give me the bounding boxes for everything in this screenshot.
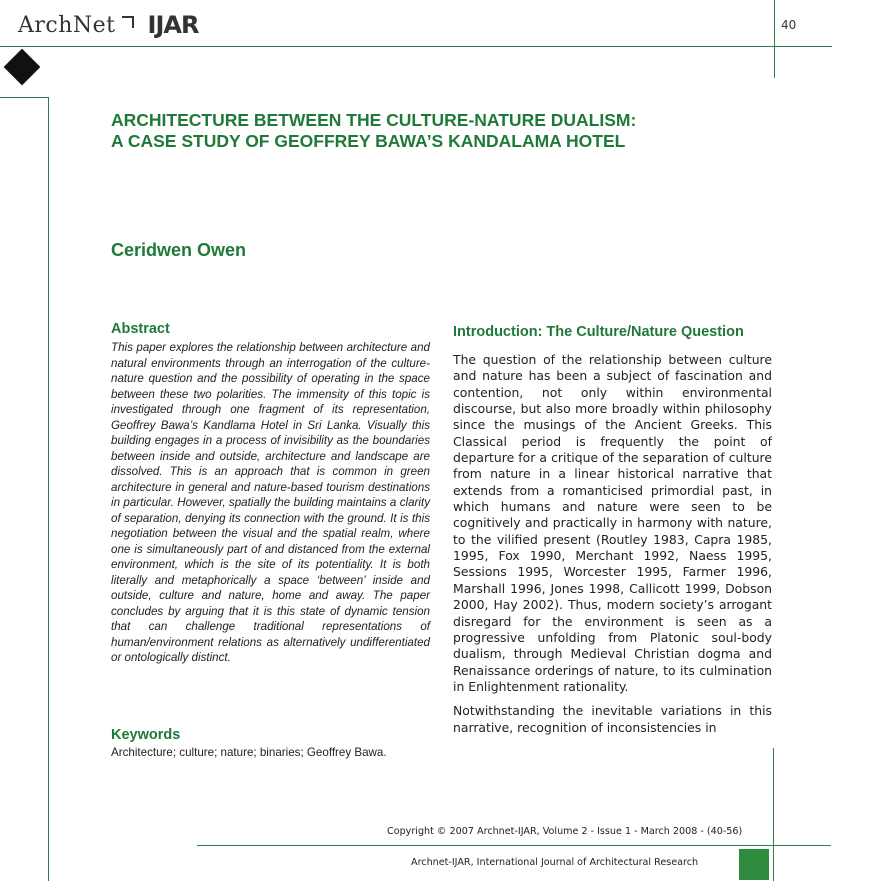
right-top-rule [774, 0, 775, 78]
footer-green-block [739, 849, 769, 880]
article-title-line-2: A CASE STUDY OF GEOFFREY BAWA’S KANDALAMA HOTEL [111, 131, 626, 151]
introduction-paragraph-2: Notwithstanding the inevitable variations in this narrative, recognition of inconsistencies in [453, 703, 772, 735]
keywords-heading: Keywords [111, 727, 181, 743]
left-margin-rule-v [48, 97, 49, 881]
abstract-text: This paper explores the relationship between architecture and natural environments through an interrogation of the culture-nature question and the possibility of operating in the space between these two polarities. The immensity of this topic is investigated through one fragment of its representation, Geoffrey Bawa’s Kandlama Hotel in Sri Lanka. Visually this building engages in a process of invisibility as the boundaries between inside and outside, architecture and landscape are dissolved. This is an approach that is common in green architecture in general and nature-based tourism destinations in particular. However, spatially the building maintains a clarity of separation, denying its connection with the ground. It is this negotiation between the visual and the spatial realm, where one is simultaneously part of and distanced from the external environment, which is the site of its potentiality. It is both literally and metaphorically a space ‘between’ inside and outside, culture and nature, home and away. The paper concludes by arguing that it is this state of dynamic tension that can challenge traditional representations of human/environment relations as alternatively undifferentiated or ontologically distinct. [111, 341, 430, 664]
copyright-line: Copyright © 2007 Archnet-IJAR, Volume 2 - Issue 1 - March 2008 - (40-56) [387, 826, 743, 837]
header-rule [0, 46, 832, 47]
journal-name: Archnet-IJAR, International Journal of Architectural Research [411, 857, 699, 868]
author-name: Ceridwen Owen [111, 240, 247, 260]
introduction-body [453, 352, 772, 744]
journal-logo [18, 10, 198, 40]
left-margin-rule-h [0, 97, 49, 98]
page-number: 40 [781, 18, 797, 32]
introduction-heading: Introduction: The Culture/Nature Question [453, 324, 744, 340]
right-column-rule [773, 748, 774, 881]
keywords-text: Architecture; culture; nature; binaries; Geoffrey Bawa. [111, 746, 387, 759]
ijar-logo-text: IJAR [147, 11, 199, 39]
corner-bracket-icon [122, 16, 134, 28]
archnet-logo-text: ArchNet [18, 12, 116, 38]
introduction-paragraph-1: The question of the relationship between culture and nature has been a subject of fascination and contention, not only within environmental discourse, but also more broadly within philosophy since the musings of the Ancient Greeks. This Classical period is frequently the point of departure for a critique of the separation of culture from nature in a linear historical narrative that extends from a romanticised primordial past, in which humans and nature were seen to be cognitively and practically in harmony with nature, to the vilified present (Routley 1983, Capra 1985, 1995, Fox 1990, Merchant 1992, Naess 1995, Sessions 1995, Worcester 1995, Farmer 1996, Marshall 1996, Jones 1998, Callicott 1999, Dobson 2000, Hay 2002). Thus, modern society’s arrogant disregard for the environment is seen as a progressive unfolding from Platonic soul-body dualism, through Medieval Christian dogma and Renaissance orderings of nature, to its culmination in Enlightenment rationality. [453, 352, 772, 694]
article-title-line-1: ARCHITECTURE BETWEEN THE CULTURE-NATURE DUALISM: [111, 110, 637, 130]
footer-rule [197, 845, 831, 846]
abstract-heading: Abstract [111, 321, 170, 337]
article-title [111, 110, 751, 152]
diamond-icon [4, 49, 41, 86]
